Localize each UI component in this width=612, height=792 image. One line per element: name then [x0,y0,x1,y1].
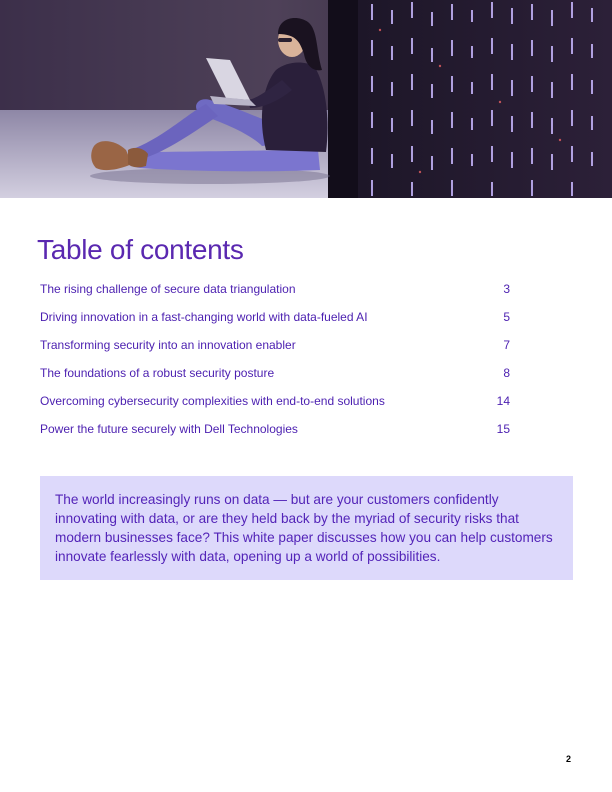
page-title: Table of contents [37,234,244,265]
page-number: 2 [566,754,572,764]
toc-item-security-posture[interactable] [40,364,512,392]
intro-callout-text: The world increasingly runs on data — but are your customers confidently innovating with data, or are they held back by the myriad of security risks that modern businesses face? This white paper discusses how you can help customers innovate fearlessly with data, opening up a world of possibilities. [55,492,553,564]
intro-callout [40,476,573,580]
toc-item-innovation-enabler[interactable] [40,336,512,364]
toc-item-page[interactable]: 3 [503,282,510,296]
toc-item-label[interactable]: Power the future securely with Dell Technologies [40,422,298,436]
toc-item-label[interactable]: The rising challenge of secure data triangulation [40,282,296,296]
toc-item-dell-technologies[interactable] [40,420,512,448]
hero-image [0,0,612,198]
table-of-contents [40,280,512,448]
toc-item-cybersecurity-complexities[interactable] [40,392,512,420]
toc-item-page[interactable]: 7 [503,338,510,352]
toc-item-data-fueled-ai[interactable] [40,308,512,336]
toc-item-page[interactable]: 8 [503,366,510,380]
toc-item-label[interactable]: Driving innovation in a fast-changing world with data-fueled AI [40,310,368,324]
toc-item-page[interactable]: 5 [503,310,510,324]
toc-item-page[interactable]: 14 [496,394,510,408]
toc-item-label[interactable]: The foundations of a robust security posture [40,366,275,380]
toc-item-page[interactable]: 15 [496,422,510,436]
toc-item-secure-data-triangulation[interactable] [40,280,512,308]
toc-item-label[interactable]: Transforming security into an innovation enabler [40,338,296,352]
toc-item-label[interactable]: Overcoming cybersecurity complexities with end-to-end solutions [40,394,385,408]
